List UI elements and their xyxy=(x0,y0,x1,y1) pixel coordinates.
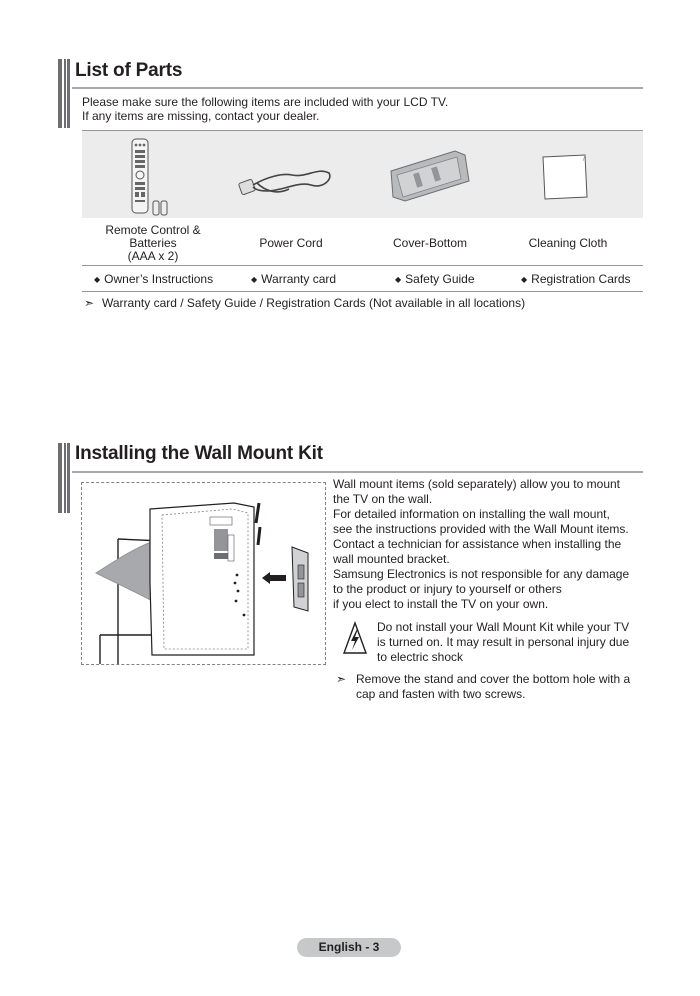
parts-intro xyxy=(82,95,448,123)
part-label-line: Remote Control & xyxy=(105,223,201,237)
section-title-rule xyxy=(72,471,643,473)
note-arrow-icon: ➣ xyxy=(336,672,347,686)
tv-back-wall-mount-icon xyxy=(82,483,325,664)
power-cord-icon xyxy=(237,145,337,207)
warning-line: Do not install your Wall Mount Kit while your TV xyxy=(377,620,630,634)
remote-control-icon xyxy=(126,137,176,217)
wall-mount-illustration xyxy=(81,482,326,665)
description-line: Contact a technician for assistance when installing the xyxy=(333,537,622,551)
section-title-rule xyxy=(72,87,643,89)
electric-shock-warning-icon xyxy=(342,621,368,655)
document-label: Registration Cards xyxy=(531,272,631,286)
parts-note xyxy=(84,296,525,310)
description-line: see the instructions provided with the Wall Mount items. xyxy=(333,522,629,536)
parts-note-text: Warranty card / Safety Guide / Registration Cards (Not available in all locations) xyxy=(102,296,526,310)
part-label-cover-bottom xyxy=(360,237,500,250)
intro-line: If any items are missing, contact your dealer. xyxy=(82,109,320,123)
description-line: For detailed information on installing the wall mount, xyxy=(333,507,610,521)
document-item xyxy=(521,272,631,286)
wall-mount-note xyxy=(336,672,630,702)
document-item xyxy=(251,272,336,286)
part-label-cleaning-cloth xyxy=(498,237,638,250)
description-line: Samsung Electronics is not responsible for any damage xyxy=(333,567,630,581)
section-marker xyxy=(58,443,70,513)
part-label-power-cord xyxy=(221,237,361,250)
diamond-bullet-icon: ◆ xyxy=(395,275,402,284)
cleaning-cloth-icon xyxy=(539,151,591,201)
section-marker xyxy=(58,59,70,128)
parts-image-band xyxy=(82,131,643,218)
document-label: Warranty card xyxy=(261,272,337,286)
warning-line: is turned on. It may result in personal injury due xyxy=(377,635,630,649)
document-label: Owner’s Instructions xyxy=(104,272,214,286)
list-of-parts-title: List of Parts xyxy=(75,60,183,81)
divider xyxy=(82,265,643,266)
warning-line: to electric shock xyxy=(377,650,464,664)
description-line: wall mounted bracket. xyxy=(333,552,450,566)
description-line: if you elect to install the TV on your own. xyxy=(333,597,549,611)
part-label-line: Batteries xyxy=(129,236,177,250)
description-line: the TV on the wall. xyxy=(333,492,433,506)
warning-text xyxy=(377,620,629,665)
document-item xyxy=(94,272,213,286)
note-line: Remove the stand and cover the bottom hole with a xyxy=(356,672,631,686)
description-line: to the product or injury to yourself or others xyxy=(333,582,562,596)
part-label-line: Cleaning Cloth xyxy=(528,236,608,250)
diamond-bullet-icon: ◆ xyxy=(94,275,101,284)
cover-bottom-icon xyxy=(385,147,475,203)
diamond-bullet-icon: ◆ xyxy=(251,275,258,284)
part-label-line: Power Cord xyxy=(259,236,323,250)
page-number: English - 3 xyxy=(297,938,401,957)
part-label-line: (AAA x 2) xyxy=(127,249,179,263)
part-label-remote xyxy=(83,224,223,263)
wall-mount-description xyxy=(333,477,629,612)
document-item xyxy=(395,272,475,286)
description-line: Wall mount items (sold separately) allow you to mount xyxy=(333,477,621,491)
note-arrow-icon: ➣ xyxy=(84,296,95,310)
diamond-bullet-icon: ◆ xyxy=(521,275,528,284)
note-line: cap and fasten with two screws. xyxy=(356,687,526,701)
document-label: Safety Guide xyxy=(405,272,475,286)
wall-mount-title: Installing the Wall Mount Kit xyxy=(75,443,323,464)
part-label-line: Cover-Bottom xyxy=(392,236,468,250)
intro-line: Please make sure the following items are included with your LCD TV. xyxy=(82,95,449,109)
divider xyxy=(82,291,643,292)
